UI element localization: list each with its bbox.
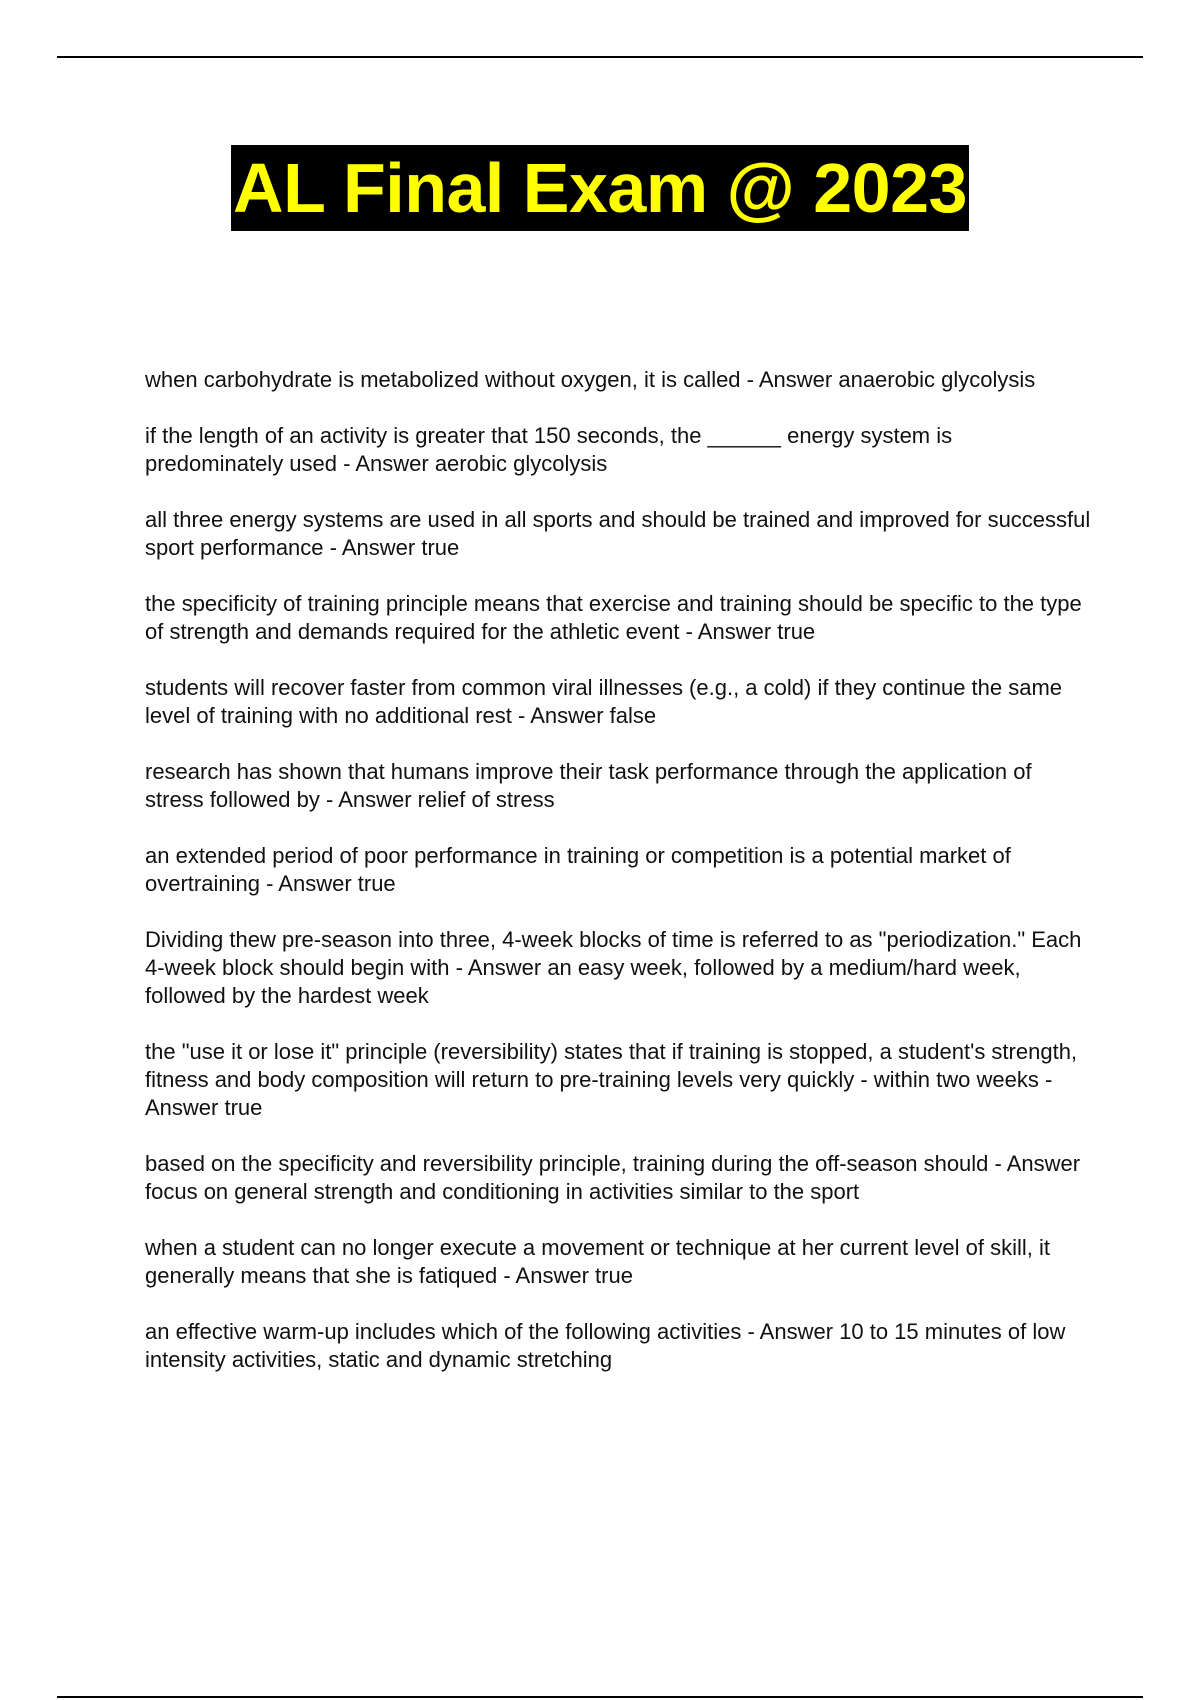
top-rule: [57, 56, 1143, 58]
qa-item: the "use it or lose it" principle (reversibility) states that if training is stopped, a student's strength, fitness and body composition will return to pre-training levels very quickly - within two weeks - Answer true: [145, 1039, 1078, 1120]
qa-item: the specificity of training principle means that exercise and training should be specific to the type of strength and demands required for the athletic event - Answer true: [145, 591, 1082, 644]
qa-item: Dividing thew pre-season into three, 4-week blocks of time is referred to as "periodization." Each 4-week block should begin with - Answer an easy week, followed by a medium/hard week, followed by the hardest week: [145, 927, 1082, 1008]
title-banner: [0, 145, 1200, 231]
qa-item: students will recover faster from common viral illnesses (e.g., a cold) if they continue the same level of training with no additional rest - Answer false: [145, 675, 1063, 728]
qa-item: when a student can no longer execute a movement or technique at her current level of skill, it generally means that she is fatiqued - Answer true: [145, 1235, 1050, 1288]
qa-item: if the length of an activity is greater that 150 seconds, the ______ energy system is predominately used - Answer aerobic glycolysis: [145, 423, 953, 476]
document-title: AL Final Exam @ 2023: [231, 145, 969, 231]
qa-item: all three energy systems are used in all sports and should be trained and improved for successful sport performance - Answer true: [145, 507, 1091, 560]
question-answer-list: [145, 366, 1095, 1402]
qa-item: based on the specificity and reversibility principle, training during the off-season should - Answer focus on general strength and conditioning in activities similar to the sport: [145, 1151, 1081, 1204]
bottom-rule: [57, 1696, 1143, 1698]
qa-item: when carbohydrate is metabolized without oxygen, it is called - Answer anaerobic glycolysis: [145, 367, 1036, 392]
qa-item: an effective warm-up includes which of the following activities - Answer 10 to 15 minutes of low intensity activities, static and dynamic stretching: [145, 1319, 1066, 1372]
qa-item: an extended period of poor performance in training or competition is a potential market of overtraining - Answer true: [145, 843, 1011, 896]
qa-item: research has shown that humans improve their task performance through the application of stress followed by - Answer relief of stress: [145, 759, 1032, 812]
